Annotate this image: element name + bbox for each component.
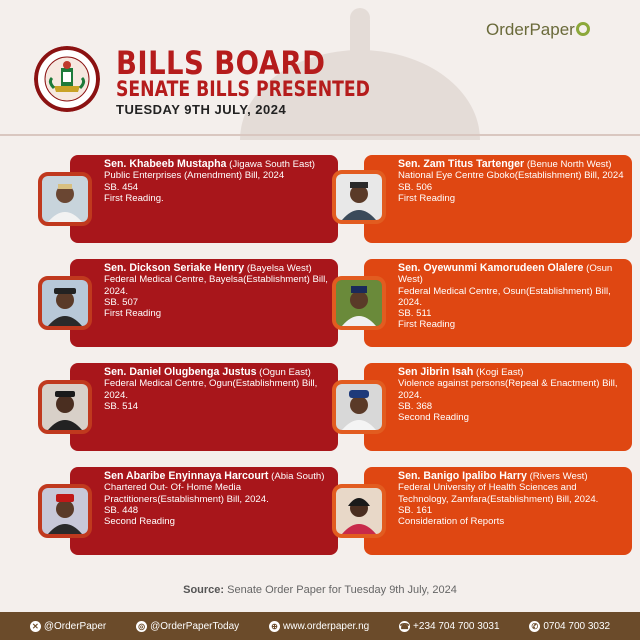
senator-name: Sen. Khabeeb Mustapha (104, 158, 227, 170)
phone-contact[interactable] (399, 621, 499, 632)
bill-number: SB. 161 (398, 504, 433, 516)
bill-number: SB. 448 (104, 504, 139, 516)
senator-region: (Rivers West) (529, 471, 588, 482)
senator-photo (332, 276, 386, 330)
senator-region: (Kogi East) (476, 367, 524, 378)
header (0, 0, 640, 136)
whatsapp-icon: ✆ (529, 621, 540, 632)
bill-stage: First Reading (398, 192, 456, 204)
phone-text: +234 704 700 3031 (413, 620, 500, 632)
phone-icon: ☎ (399, 621, 410, 631)
bill-card (70, 155, 338, 243)
brand-name: OrderPaper (486, 20, 575, 39)
senator-region: (Ogun East) (259, 367, 311, 378)
website-text: www.orderpaper.ng (283, 620, 370, 632)
bill-stage: First Reading (104, 308, 162, 320)
instagram-handle[interactable] (136, 621, 239, 632)
bill-card (70, 363, 338, 451)
senator-photo (38, 276, 92, 330)
bill-stage: First Reading (398, 319, 456, 331)
whatsapp-text: 0704 700 3032 (543, 620, 611, 632)
senator-name: Sen. Dickson Seriake Henry (104, 262, 245, 274)
senator-name: Sen. Daniel Olugbenga Justus (104, 366, 257, 378)
social-handle[interactable] (30, 621, 106, 632)
social-handle-text: @OrderPaper (43, 620, 107, 632)
senator-region: (Benue North West) (526, 159, 612, 170)
page-subtitle: SENATE BILLS PRESENTED (116, 77, 370, 101)
senator-name: Sen Jibrin Isah (398, 366, 474, 378)
senator-name: Sen. Zam Titus Tartenger (398, 158, 525, 170)
bill-card (364, 363, 632, 451)
page-title: BILLS BOARD (116, 44, 326, 82)
bill-number: SB. 454 (104, 181, 139, 193)
senator-region: (Bayelsa West) (246, 263, 312, 274)
bill-number: SB. 506 (398, 181, 433, 193)
footer (0, 612, 640, 640)
globe-icon: ⊕ (269, 621, 280, 632)
x-facebook-youtube-icon: ✕ (30, 621, 41, 632)
bill-title: Federal Medical Centre, Ogun(Establishment) Bill, 2024. (104, 378, 318, 401)
senator-photo (332, 170, 386, 224)
senator-photo (38, 172, 92, 226)
senator-name: Sen. Oyewunmi Kamorudeen Olalere (398, 262, 584, 274)
senator-name: Sen. Banigo Ipalibo Harry (398, 470, 527, 482)
senator-photo (332, 380, 386, 434)
instagram-icon: ◎ (136, 621, 147, 632)
bill-title: Violence against persons(Repeal & Enactment) Bill, 2024. (398, 378, 618, 401)
brand-mark-icon (576, 22, 590, 36)
source-note (0, 584, 640, 596)
bill-card (364, 155, 632, 243)
bill-title: Federal Medical Centre, Bayelsa(Establishment) Bill, 2024. (104, 274, 328, 297)
bill-number: SB. 514 (104, 400, 139, 412)
website-link[interactable] (269, 621, 369, 632)
instagram-handle-text: @OrderPaperToday (150, 620, 240, 632)
header-divider (0, 134, 640, 136)
senator-region: (Abia South) (271, 471, 325, 482)
bill-card (70, 467, 338, 555)
senator-name: Sen Abaribe Enyinnaya Harcourt (104, 470, 269, 482)
orderpaper-logo[interactable] (486, 20, 590, 40)
bill-card (70, 259, 338, 347)
bill-stage: Second Reading (398, 412, 469, 424)
bill-number: SB. 368 (398, 400, 433, 412)
senator-photo (332, 484, 386, 538)
bill-stage: Consideration of Reports (398, 516, 505, 528)
bill-card (364, 467, 632, 555)
senator-photo (38, 380, 92, 434)
source-label: Source: (183, 584, 225, 596)
bill-title: Chartered Out- Of- Home Media Practitioners(Establishment) Bill, 2024. (104, 482, 269, 505)
bill-title: Public Enterprises (Amendment) Bill, 2024 (104, 170, 285, 182)
senate-seal-logo (34, 46, 100, 112)
bill-card (364, 259, 632, 347)
date-label: TUESDAY 9TH JULY, 2024 (116, 102, 287, 117)
senator-region: (Jigawa South East) (229, 159, 315, 170)
whatsapp-contact[interactable] (529, 621, 610, 632)
senator-region: (Osun West) (398, 263, 613, 286)
bill-title: Federal Medical Centre, Osun(Establishment) Bill, 2024. (398, 285, 611, 308)
bill-title: Federal University of Health Sciences and Technology, Zamfara(Establishment) Bill, 2024. (398, 482, 599, 505)
bill-stage: First Reading. (104, 192, 164, 204)
bill-stage: Second Reading (104, 516, 175, 528)
bill-title: National Eye Centre Gboko(Establishment) Bill, 2024 (398, 170, 624, 182)
source-text: Senate Order Paper for Tuesday 9th July, 2024 (227, 584, 457, 596)
bill-number: SB. 507 (104, 296, 139, 308)
bill-number: SB. 511 (398, 308, 432, 320)
senator-photo (38, 484, 92, 538)
